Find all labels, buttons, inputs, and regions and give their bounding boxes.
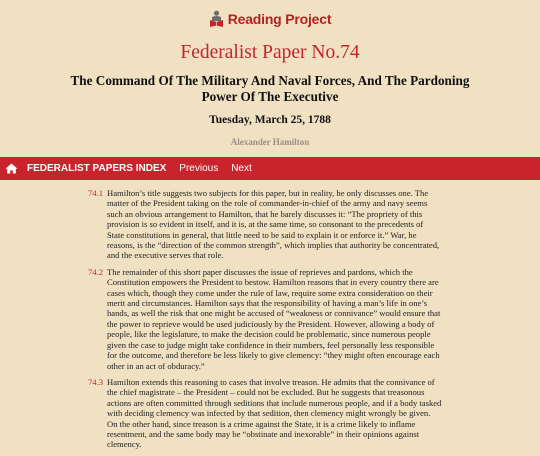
paragraph [88,267,442,371]
nav-next-link[interactable]: Next [231,163,252,174]
paragraph-text: Hamilton’s title suggests two subjects for this paper, but in reality, he only discusses one. The matter of the President taking on the role of commander-in-chief of the army and navy seems such an obvious arrangement to Hamilton, that he barely discusses it: “The propriety of this provision is so evident in itself, and it is, at the same time, so consonant to the precedents of State constitutions in general, that little need to be said to explain it or enforce it.” War, he reasons, is the “direction of the common strength”, which implies that authority be concentrated, and the executive serves that role. [107,188,440,261]
paragraph-number: 74.1 [88,188,104,198]
author-name: Alexander Hamilton [230,137,310,147]
paragraph-text: Hamilton extends this reasoning to cases that involve treason. He admits that the connivance of the chief magistrate – the President – could not be excluded. But he suggests that treasonous actions are often committed through seditions that include numerous people, and if a body tasked with deciding clemency was infected by that sedition, then clemency might wrongly be given. On the other hand, since treason is a crime against the State, it is a crime likely to inflame resentment, and the same body may be “obstinate and inexorable” in their opinions against clemency. [107,376,442,450]
book-reader-icon [209,10,224,28]
site-logo[interactable] [0,9,540,29]
article-body [88,188,442,456]
paragraph-text: The remainder of this short paper discusses the issue of reprieves and pardons, which the Constitution empowers the President to bestow. Hamilton reasons that in every country there are cases which, though they come under the rule of law, require some extra consideration on their merit and circumstances. Hamilton says that the responsibility of having a man’s life in one’s hands, as well the risk that one might be accused of “weakness or connivance” would ensure that the power to reprieve would be used judiciously by the President. However, allowing a body of people, like the legislature, to make the decision could be problematic, since numerous people given the case to judge might take confidence in their numbers, feel personally less responsible for the outcome, and therefore be less likely to give clemency: “they might often encourage each other in an act of obduracy.” [107,266,441,371]
paragraph-number: 74.2 [88,266,104,277]
paragraph [88,377,442,450]
page-subtitle: The Command Of The Military And Naval Forces, And The Pardoning Power Of The Executive [70,73,470,104]
paragraph-number: 74.3 [88,376,104,387]
publication-date: Tuesday, March 25, 1788 [209,114,331,126]
logo-text: Reading Project [227,11,332,27]
nav-index-link[interactable]: FEDERALIST PAPERS INDEX [27,163,167,174]
nav-bar [0,157,540,180]
nav-previous-link[interactable]: Previous [179,163,219,174]
page-title: Federalist Paper No.74 [180,42,360,63]
paragraph [88,188,442,261]
home-icon[interactable] [5,163,18,174]
